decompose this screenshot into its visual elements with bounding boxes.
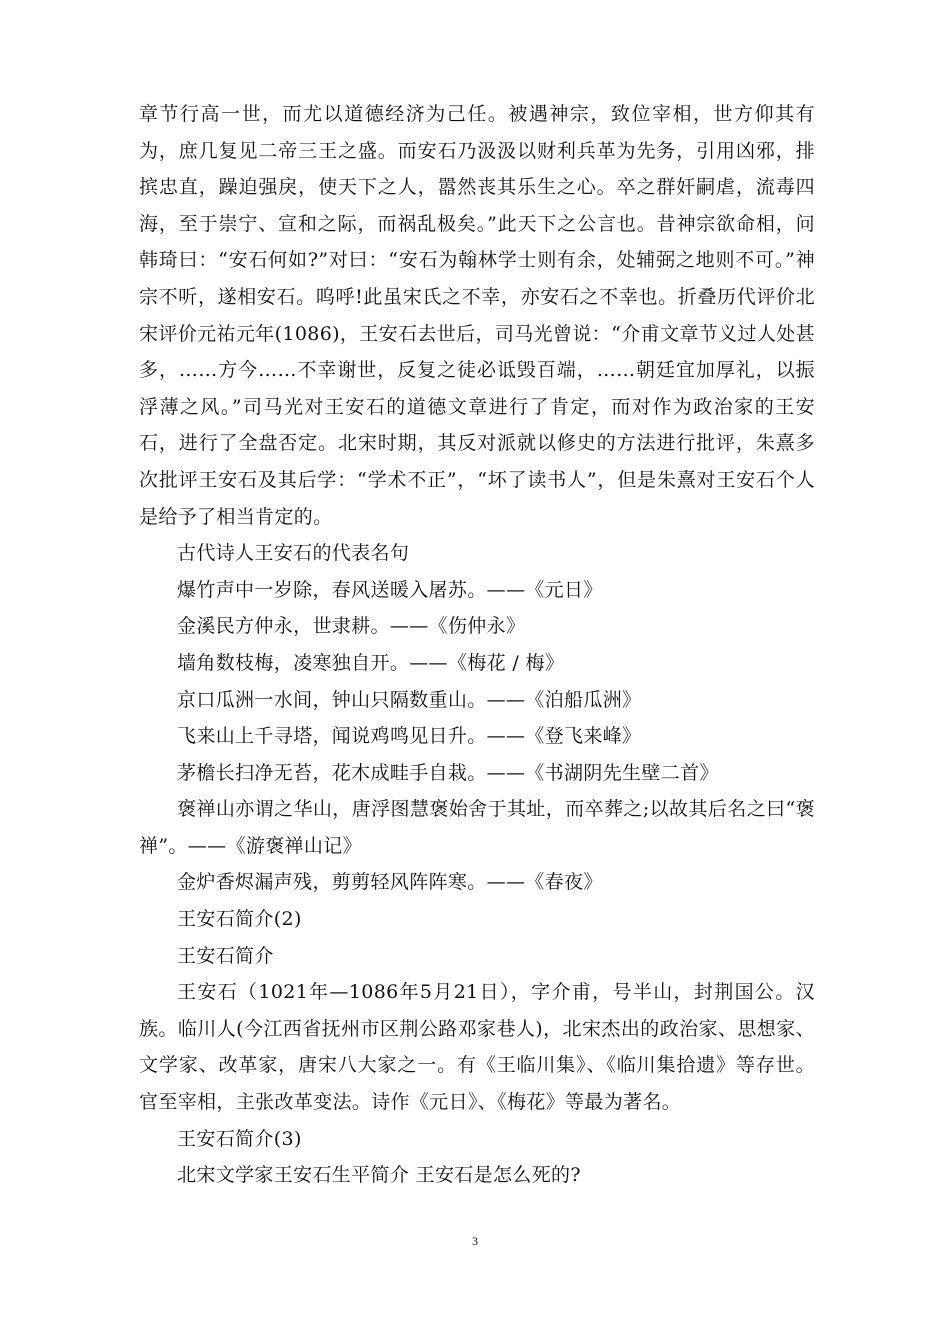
quote-meihua: 墙角数枝梅，凌寒独自开。——《梅花 / 梅》 bbox=[177, 651, 565, 674]
page-number: 3 bbox=[472, 1234, 478, 1248]
quote-youbaochanshan: 褒禅山亦谓之华山，唐浮图慧褒始舍于其址，而卒葬之;以故其后名之曰“褒禅”。——《游褒禅山记》 bbox=[139, 798, 815, 857]
quote-chunye: 金炉香烬漏声残，剪剪轻风阵阵寒。——《春夜》 bbox=[177, 871, 603, 894]
heading-intro-2: 王安石简介(2) bbox=[177, 908, 302, 931]
heading-intro-3: 王安石简介(3) bbox=[177, 1127, 302, 1150]
quote-dengfeilaifeng: 飞来山上千寻塔，闻说鸡鸣见日升。——《登飞来峰》 bbox=[177, 725, 642, 748]
paragraph-biography: 王安石（1021年—1086年5月21日），字介甫，号半山，封荆国公。汉族。临川人(今江西省抚州市区荆公路邓家巷人)，北宋杰出的政治家、思想家、文学家、改革家，唐宋八大家之一。有《王临川集》、《临川集拾遗》等存世。官至宰相，主张改革变法。诗作《元日》、《梅花》等最为著名。 bbox=[139, 981, 815, 1114]
document-body bbox=[139, 96, 815, 1194]
heading-life-and-death: 北宋文学家王安石生平简介 王安石是怎么死的? bbox=[177, 1164, 581, 1187]
paragraph-historical-evaluation: 章节行高一世，而尤以道德经济为己任。被遇神宗，致位宰相，世方仰其有为，庶几复见二帝三王之盛。而安石乃汲汲以财利兵革为先务，引用凶邪，排摈忠直，躁迫强戾，使天下之人，嚣然丧其乐生之心。卒之群奸嗣虐，流毒四海，至于崇宁、宣和之际，而祸乱极矣。”此天下之公言也。昔神宗欲命相，问韩琦曰：“安石何如?”对曰：“安石为翰林学士则有余，处辅弼之地则不可。”神宗不听，遂相安石。呜呼!此虽宋氏之不幸，亦安石之不幸也。折叠历代评价北宋评价元祐元年(1086)，王安石去世后，司马光曾说：“介甫文章节义过人处甚多，……方今……不幸谢世，反复之徒必诋毁百端，……朝廷宜加厚礼，以振浮薄之风。”司马光对王安石的道德文章进行了肯定，而对作为政治家的王安石，进行了全盘否定。北宋时期，其反对派就以修史的方法进行批评，朱熹多次批评王安石及其后学：“学术不正”，“坏了读书人”，但是朱熹对王安石个人是给予了相当肯定的。 bbox=[139, 103, 815, 528]
heading-famous-quotes: 古代诗人王安石的代表名句 bbox=[177, 542, 410, 565]
quote-yuanri: 爆竹声中一岁除，春风送暖入屠苏。——《元日》 bbox=[177, 578, 603, 601]
quote-bochuanguazhou: 京口瓜洲一水间，钟山只隔数重山。——《泊船瓜洲》 bbox=[177, 688, 642, 711]
quote-shangzhongyong: 金溪民方仲永，世隶耕。——《伤仲永》 bbox=[177, 615, 526, 638]
quote-shuhuyin: 茅檐长扫净无苔，花木成畦手自栽。——《书湖阴先生壁二首》 bbox=[177, 761, 719, 784]
heading-intro: 王安石简介 bbox=[177, 944, 274, 967]
